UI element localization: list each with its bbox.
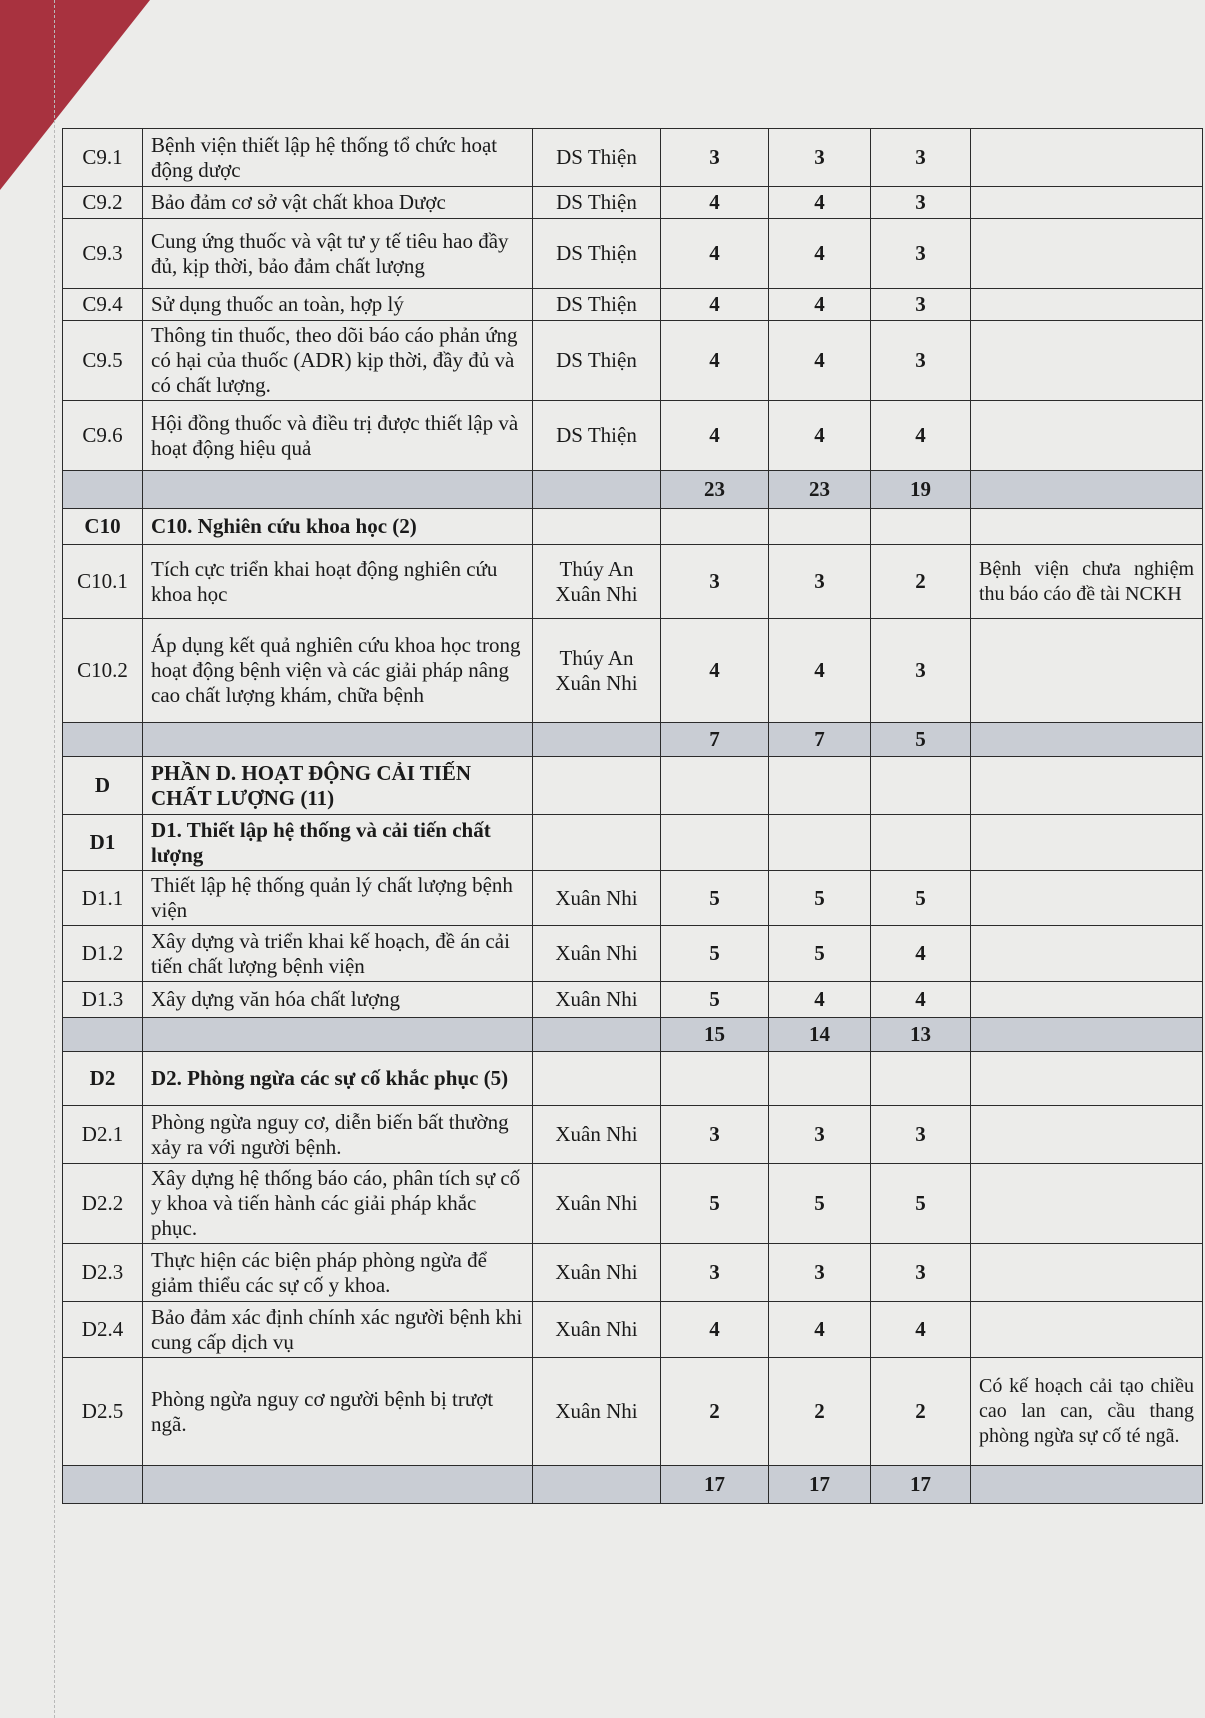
table-row — [63, 619, 1203, 723]
score-3: 2 — [871, 1358, 971, 1466]
score-2: 4 — [769, 1302, 871, 1358]
score-2: 4 — [769, 982, 871, 1018]
criterion-cell — [143, 471, 533, 509]
score-3: 3 — [871, 1106, 971, 1164]
table-row — [63, 926, 1203, 982]
note-text — [971, 289, 1203, 321]
score-2-total: 7 — [769, 723, 871, 757]
score-1: 4 — [661, 401, 769, 471]
score-3: 3 — [871, 219, 971, 289]
table-row — [63, 1164, 1203, 1244]
score-3-cell — [871, 757, 971, 815]
score-1-cell — [661, 1052, 769, 1106]
assignee-cell — [533, 815, 661, 871]
score-2: 5 — [769, 926, 871, 982]
assignee-cell — [533, 1052, 661, 1106]
criterion-code: C9.2 — [63, 187, 143, 219]
score-3: 4 — [871, 982, 971, 1018]
evaluation-table — [62, 128, 1203, 1504]
criterion-code: C10.1 — [63, 545, 143, 619]
code-cell — [63, 1018, 143, 1052]
score-1: 5 — [661, 926, 769, 982]
score-2-cell — [769, 1052, 871, 1106]
assignee-name: Xuân Nhi — [533, 1302, 661, 1358]
note-text — [971, 321, 1203, 401]
score-2-total: 17 — [769, 1466, 871, 1504]
assignee-cell — [533, 509, 661, 545]
assignee-cell — [533, 1466, 661, 1504]
note-text — [971, 926, 1203, 982]
criterion-code: D2.1 — [63, 1106, 143, 1164]
score-2: 3 — [769, 545, 871, 619]
score-3: 3 — [871, 619, 971, 723]
assignee-name: DS Thiện — [533, 289, 661, 321]
criterion-code: C9.4 — [63, 289, 143, 321]
score-3-total: 17 — [871, 1466, 971, 1504]
note-text: Có kế hoạch cải tạo chiều cao lan can, cầu thang phòng ngừa sự cố té ngã. — [971, 1358, 1203, 1466]
score-1: 5 — [661, 982, 769, 1018]
note-text — [971, 129, 1203, 187]
score-3-total: 19 — [871, 471, 971, 509]
criterion-code: C9.6 — [63, 401, 143, 471]
score-1: 4 — [661, 219, 769, 289]
criterion-description: Xây dựng và triển khai kế hoạch, đề án cải tiến chất lượng bệnh viện — [143, 926, 533, 982]
section-code: D2 — [63, 1052, 143, 1106]
criterion-description: Thiết lập hệ thống quản lý chất lượng bệnh viện — [143, 871, 533, 926]
score-3: 3 — [871, 129, 971, 187]
criterion-description: Phòng ngừa nguy cơ người bệnh bị trượt ngã. — [143, 1358, 533, 1466]
binding-margin-line — [54, 0, 55, 1718]
note-cell — [971, 471, 1203, 509]
assignee-name: Xuân Nhi — [533, 1244, 661, 1302]
score-3: 3 — [871, 187, 971, 219]
criterion-code: D2.5 — [63, 1358, 143, 1466]
note-cell — [971, 1052, 1203, 1106]
note-cell — [971, 1466, 1203, 1504]
score-2: 4 — [769, 187, 871, 219]
section-title: D1. Thiết lập hệ thống và cải tiến chất lượng — [143, 815, 533, 871]
section-code: D1 — [63, 815, 143, 871]
score-1: 3 — [661, 1244, 769, 1302]
score-3-total: 5 — [871, 723, 971, 757]
assignee-name: Xuân Nhi — [533, 926, 661, 982]
criterion-description: Phòng ngừa nguy cơ, diễn biến bất thường xảy ra với người bệnh. — [143, 1106, 533, 1164]
criterion-code: C9.3 — [63, 219, 143, 289]
score-1-total: 23 — [661, 471, 769, 509]
score-2-cell — [769, 757, 871, 815]
section-title: C10. Nghiên cứu khoa học (2) — [143, 509, 533, 545]
criterion-description: Thông tin thuốc, theo dõi báo cáo phản ứng có hại của thuốc (ADR) kịp thời, đầy đủ và có chất lượng. — [143, 321, 533, 401]
score-2: 4 — [769, 401, 871, 471]
score-2-total: 14 — [769, 1018, 871, 1052]
criterion-code: C9.5 — [63, 321, 143, 401]
note-text — [971, 1302, 1203, 1358]
table-row — [63, 1302, 1203, 1358]
score-2: 4 — [769, 289, 871, 321]
score-1: 4 — [661, 321, 769, 401]
assignee-name: Thúy An Xuân Nhi — [533, 545, 661, 619]
score-3-total: 13 — [871, 1018, 971, 1052]
score-3: 4 — [871, 926, 971, 982]
score-3: 3 — [871, 321, 971, 401]
criterion-cell — [143, 1018, 533, 1052]
note-text — [971, 982, 1203, 1018]
score-1: 5 — [661, 1164, 769, 1244]
score-2: 5 — [769, 871, 871, 926]
score-1: 3 — [661, 545, 769, 619]
note-text — [971, 1106, 1203, 1164]
score-1-cell — [661, 815, 769, 871]
assignee-cell — [533, 1018, 661, 1052]
note-text — [971, 871, 1203, 926]
score-3: 4 — [871, 401, 971, 471]
section-title: PHẦN D. HOẠT ĐỘNG CẢI TIẾN CHẤT LƯỢNG (11) — [143, 757, 533, 815]
score-1: 2 — [661, 1358, 769, 1466]
criterion-code: D2.4 — [63, 1302, 143, 1358]
criterion-description: Xây dựng văn hóa chất lượng — [143, 982, 533, 1018]
assignee-cell — [533, 471, 661, 509]
score-1: 3 — [661, 1106, 769, 1164]
criterion-description: Sử dụng thuốc an toàn, hợp lý — [143, 289, 533, 321]
criterion-description: Bệnh viện thiết lập hệ thống tổ chức hoạt động dược — [143, 129, 533, 187]
criterion-code: C10.2 — [63, 619, 143, 723]
table-row — [63, 982, 1203, 1018]
code-cell — [63, 723, 143, 757]
score-2: 4 — [769, 219, 871, 289]
subtotal-row — [63, 471, 1203, 509]
score-2: 5 — [769, 1164, 871, 1244]
table-row — [63, 321, 1203, 401]
criterion-description: Áp dụng kết quả nghiên cứu khoa học trong hoạt động bệnh viện và các giải pháp nâng cao chất lượng khám, chữa bệnh — [143, 619, 533, 723]
score-1: 4 — [661, 1302, 769, 1358]
criterion-cell — [143, 1466, 533, 1504]
table-row — [63, 1244, 1203, 1302]
score-2: 4 — [769, 321, 871, 401]
score-3: 5 — [871, 871, 971, 926]
score-3: 2 — [871, 545, 971, 619]
table-row — [63, 129, 1203, 187]
note-cell — [971, 757, 1203, 815]
assignee-name: DS Thiện — [533, 187, 661, 219]
assignee-name: DS Thiện — [533, 129, 661, 187]
criterion-description: Tích cực triển khai hoạt động nghiên cứu khoa học — [143, 545, 533, 619]
criterion-code: D1.3 — [63, 982, 143, 1018]
code-cell — [63, 1466, 143, 1504]
table-row — [63, 871, 1203, 926]
score-3: 3 — [871, 1244, 971, 1302]
note-text — [971, 619, 1203, 723]
subtotal-row — [63, 1018, 1203, 1052]
section-code: D — [63, 757, 143, 815]
criterion-code: D2.3 — [63, 1244, 143, 1302]
criterion-description: Cung ứng thuốc và vật tư y tế tiêu hao đầy đủ, kịp thời, bảo đảm chất lượng — [143, 219, 533, 289]
score-1: 3 — [661, 129, 769, 187]
assignee-name: DS Thiện — [533, 401, 661, 471]
assignee-name: Xuân Nhi — [533, 1106, 661, 1164]
table-row — [63, 401, 1203, 471]
score-1-cell — [661, 757, 769, 815]
criterion-code: D1.1 — [63, 871, 143, 926]
table-row — [63, 545, 1203, 619]
section-code: C10 — [63, 509, 143, 545]
score-1: 4 — [661, 289, 769, 321]
criterion-description: Thực hiện các biện pháp phòng ngừa để giảm thiểu các sự cố y khoa. — [143, 1244, 533, 1302]
score-2: 4 — [769, 619, 871, 723]
subtotal-row — [63, 1466, 1203, 1504]
criterion-code: D2.2 — [63, 1164, 143, 1244]
score-2: 2 — [769, 1358, 871, 1466]
criterion-cell — [143, 723, 533, 757]
assignee-name: Xuân Nhi — [533, 871, 661, 926]
evaluation-table-body — [63, 129, 1203, 1504]
score-3-cell — [871, 509, 971, 545]
score-2-cell — [769, 815, 871, 871]
criterion-code: C9.1 — [63, 129, 143, 187]
score-2-total: 23 — [769, 471, 871, 509]
score-3: 3 — [871, 289, 971, 321]
score-2: 3 — [769, 1106, 871, 1164]
section-heading-row — [63, 815, 1203, 871]
criterion-description: Xây dựng hệ thống báo cáo, phân tích sự cố y khoa và tiến hành các giải pháp khắc phục. — [143, 1164, 533, 1244]
note-text — [971, 219, 1203, 289]
note-text — [971, 187, 1203, 219]
criterion-description: Bảo đảm cơ sở vật chất khoa Dược — [143, 187, 533, 219]
table-row — [63, 289, 1203, 321]
score-3-cell — [871, 815, 971, 871]
table-row — [63, 219, 1203, 289]
section-heading-row — [63, 757, 1203, 815]
assignee-name: Thúy An Xuân Nhi — [533, 619, 661, 723]
score-3-cell — [871, 1052, 971, 1106]
score-3: 5 — [871, 1164, 971, 1244]
section-title: D2. Phòng ngừa các sự cố khắc phục (5) — [143, 1052, 533, 1106]
subtotal-row — [63, 723, 1203, 757]
criterion-code: D1.2 — [63, 926, 143, 982]
note-text — [971, 401, 1203, 471]
note-cell — [971, 723, 1203, 757]
note-cell — [971, 1018, 1203, 1052]
score-1: 4 — [661, 619, 769, 723]
score-1-total: 17 — [661, 1466, 769, 1504]
score-1-cell — [661, 509, 769, 545]
criterion-description: Bảo đảm xác định chính xác người bệnh khi cung cấp dịch vụ — [143, 1302, 533, 1358]
note-text — [971, 1164, 1203, 1244]
criterion-description: Hội đồng thuốc và điều trị được thiết lập và hoạt động hiệu quả — [143, 401, 533, 471]
assignee-name: DS Thiện — [533, 321, 661, 401]
score-1-total: 7 — [661, 723, 769, 757]
score-2: 3 — [769, 129, 871, 187]
table-row — [63, 1106, 1203, 1164]
assignee-name: Xuân Nhi — [533, 982, 661, 1018]
section-heading-row — [63, 509, 1203, 545]
score-1: 5 — [661, 871, 769, 926]
assignee-name: DS Thiện — [533, 219, 661, 289]
code-cell — [63, 471, 143, 509]
score-1: 4 — [661, 187, 769, 219]
assignee-name: Xuân Nhi — [533, 1164, 661, 1244]
section-heading-row — [63, 1052, 1203, 1106]
score-2: 3 — [769, 1244, 871, 1302]
assignee-cell — [533, 723, 661, 757]
note-text — [971, 1244, 1203, 1302]
note-text: Bệnh viện chưa nghiệm thu báo cáo đề tài NCKH — [971, 545, 1203, 619]
table-row — [63, 1358, 1203, 1466]
note-cell — [971, 815, 1203, 871]
note-cell — [971, 509, 1203, 545]
assignee-cell — [533, 757, 661, 815]
assignee-name: Xuân Nhi — [533, 1358, 661, 1466]
score-2-cell — [769, 509, 871, 545]
score-1-total: 15 — [661, 1018, 769, 1052]
score-3: 4 — [871, 1302, 971, 1358]
table-row — [63, 187, 1203, 219]
